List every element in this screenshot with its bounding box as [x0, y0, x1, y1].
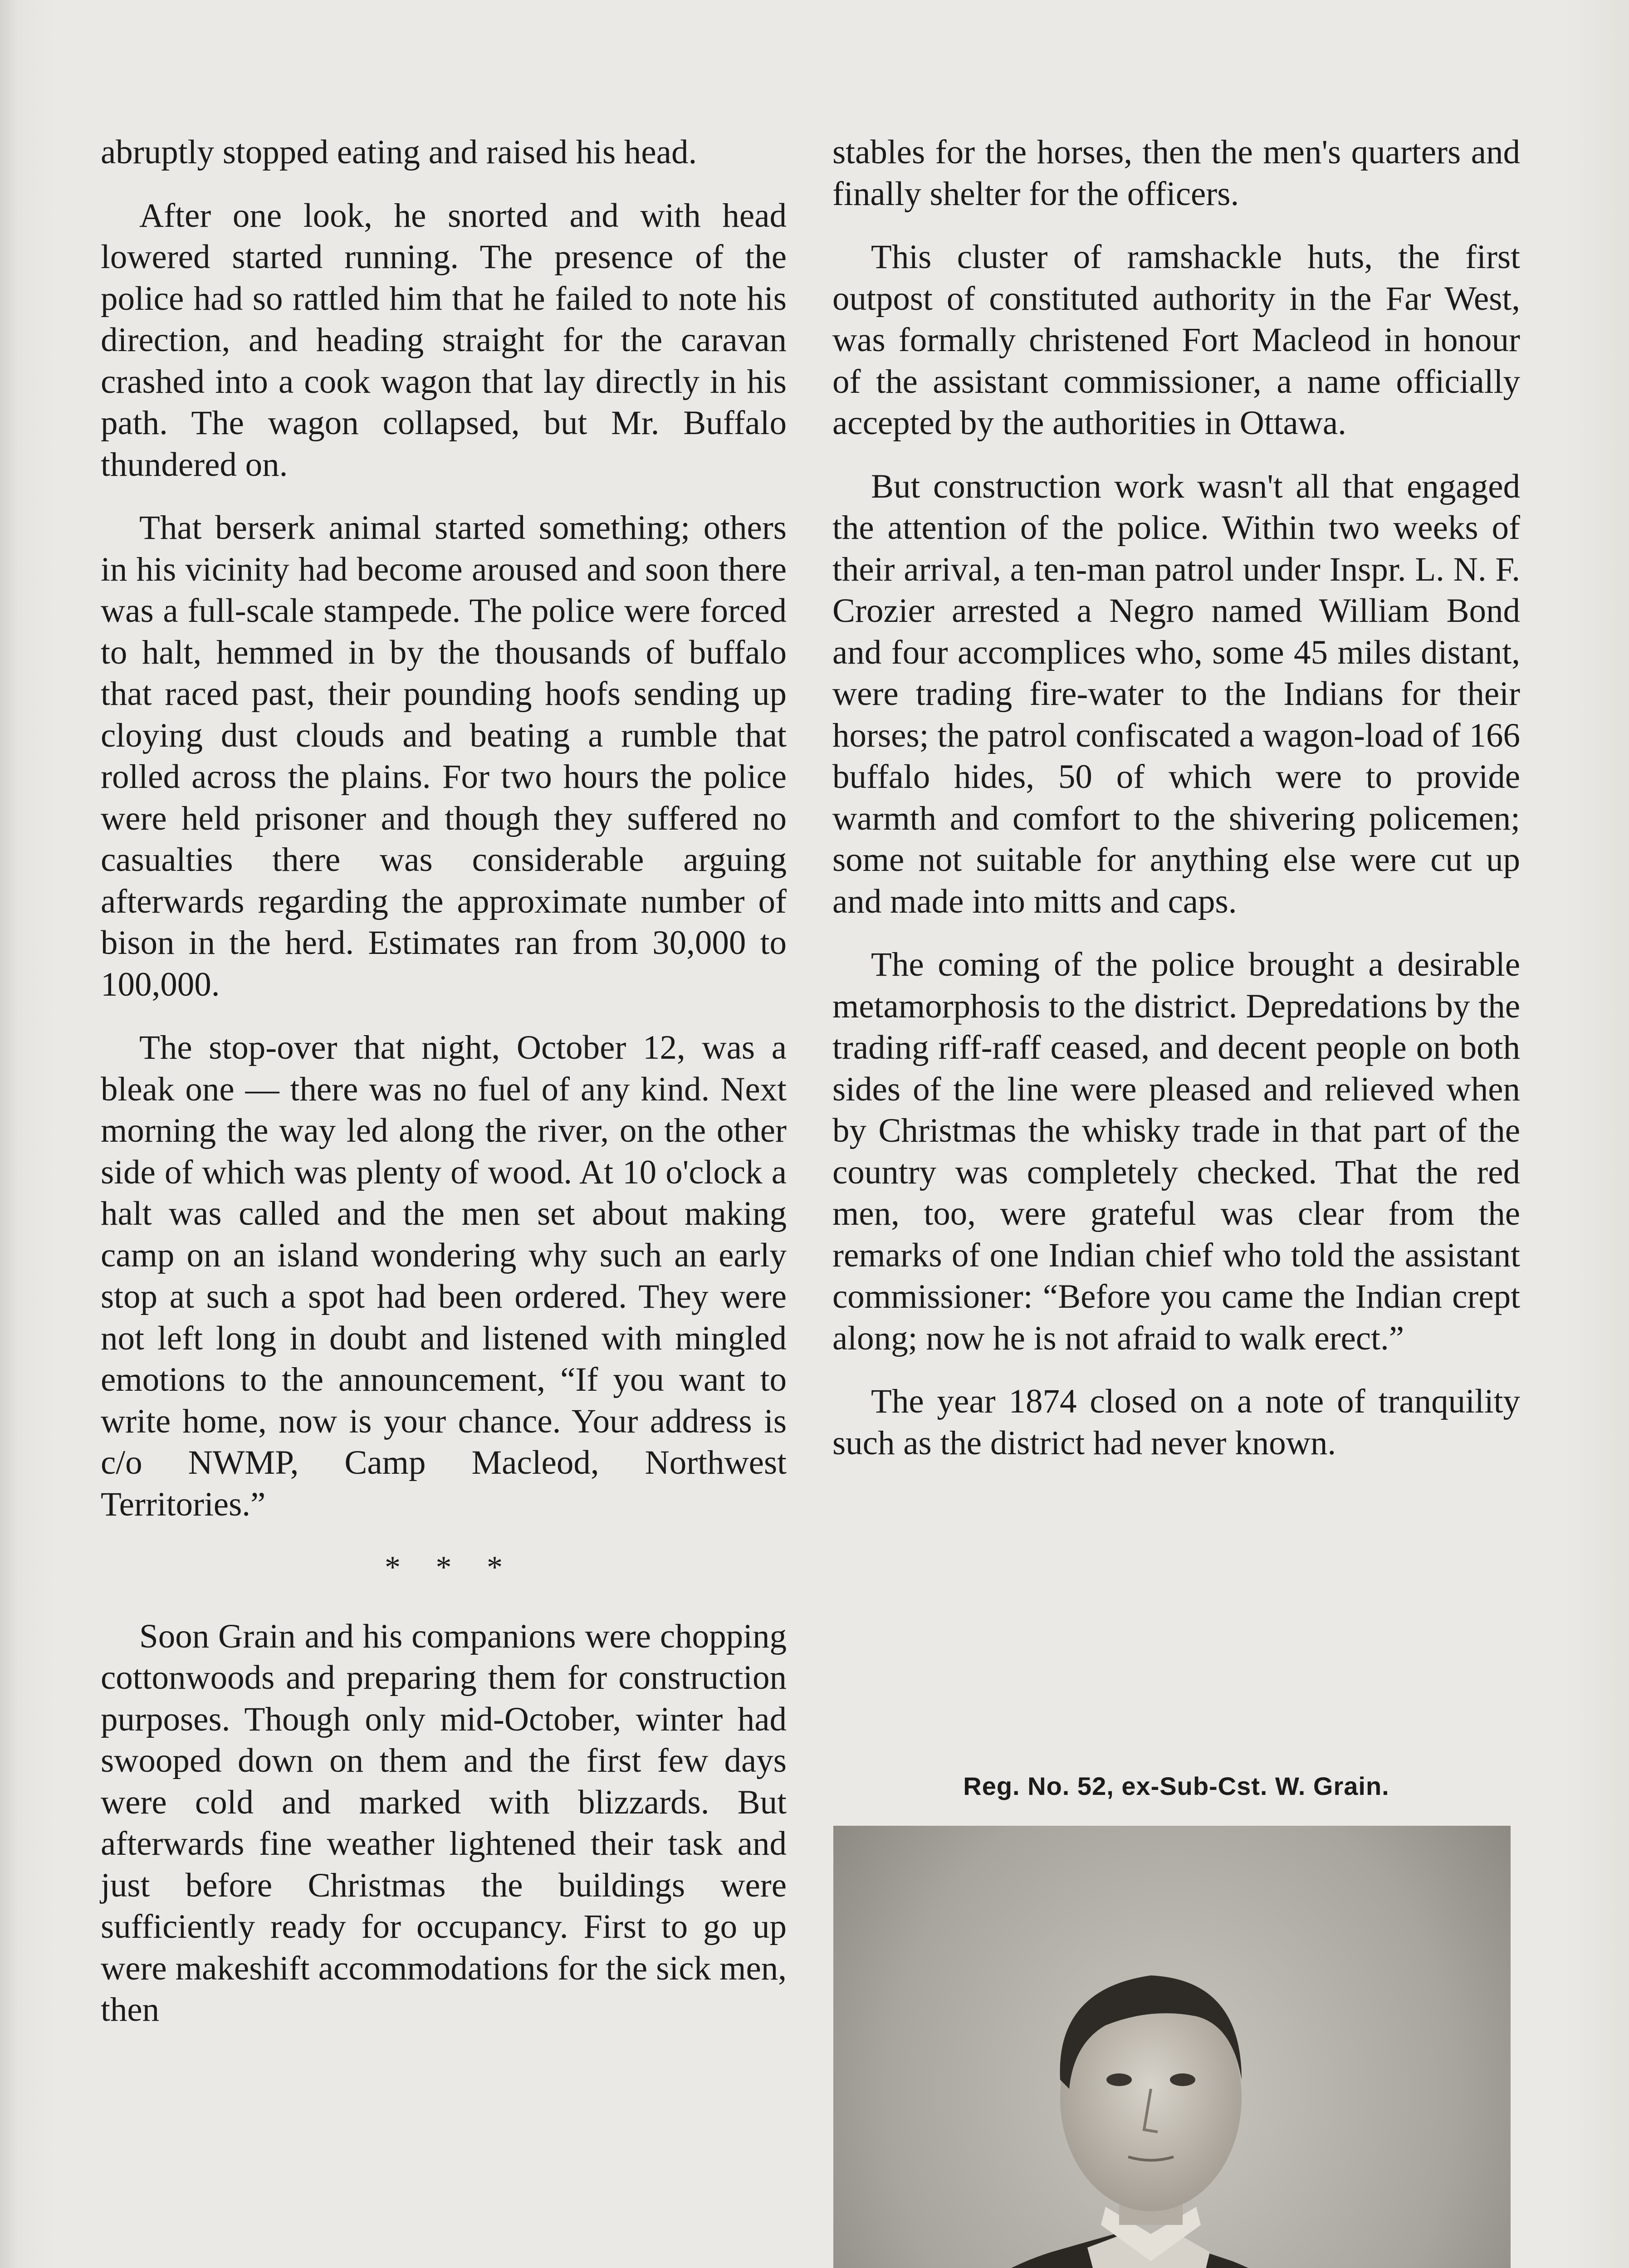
portrait-illustration	[833, 1826, 1511, 2268]
section-separator: * * *	[385, 1550, 503, 1585]
paragraph: This cluster of ramshackle huts, the first outpost of constituted authority in the Far West, was formally christened Fort Macleod in honour of the assistant commissioner, a name officially accepted by the authorities in Ottawa.	[832, 238, 1520, 442]
paragraph: The year 1874 closed on a note of tranquility such as the district had never known.	[832, 1383, 1520, 1462]
right-text-column	[832, 132, 1520, 1486]
photo-caption: Reg. No. 52, ex-Sub-Cst. W. Grain.	[963, 1772, 1389, 1800]
paragraph: Soon Grain and his companions were chopping cottonwoods and preparing them for construction purposes. Though only mid-October, winter had swooped down on them and the first few days were cold and marked with blizzards. But afterwards fine weather lightened their task and just before Christmas the buildings were sufficiently ready for occupancy. First to go up were makeshift accommodations for the sick men, then	[101, 1617, 787, 2028]
paragraph: abruptly stopped eating and raised his head.	[101, 133, 697, 171]
paragraph: After one look, he snorted and with head lowered started running. The presence of the police had so rattled him that he failed to note his direction, and heading straight for the caravan crashed into a cook wagon that lay directly in his path. The wagon collapsed, but Mr. Buffalo thundered on.	[101, 196, 787, 484]
paragraph: But construction work wasn't all that engaged the attention of the police. Within two weeks of their arrival, a ten-man patrol under Inspr. L. N. F. Crozier arrested a Negro named William Bond and four accomplices who, some 45 miles distant, were trading fire-water to the Indians for their horses; the patrol confiscated a wagon-load of 166 buffalo hides, 50 of which were to provide warmth and comfort to the shivering policemen; some not suitable for anything else were cut up and made into mitts and caps.	[832, 467, 1520, 920]
left-text-column	[101, 132, 787, 2053]
paragraph: The coming of the police brought a desirable metamorphosis to the district. Depredations by the trading riff-raff ceased, and decent people on both sides of the line were pleased and relieved when by Christmas the whisky trade in that part of the country was completely checked. That the red men, too, were grateful was clear from the remarks of one Indian chief who told the assistant commissioner: “Before you came the Indian crept along; now he is not afraid to walk erect.”	[832, 946, 1520, 1357]
paragraph: The stop-over that night, October 12, was a bleak one — there was no fuel of any kind. Next morning the way led along the river, on the other side of which was plenty of wood. At 10 o'clock a halt was called and the men set about making camp on an island wondering why such an early stop at such a spot had been ordered. They were not left long in doubt and listened with mingled emotions to the announcement, “If you want to write home, now is your chance. Your address is c/o NWMP, Camp Macleod, Northwest Territories.”	[101, 1029, 787, 1523]
portrait-photo	[833, 1826, 1511, 2268]
paragraph: That berserk animal started something; others in his vicinity had become aroused and soon there was a full-scale stampede. The police were forced to halt, hemmed in by the thousands of buffalo that raced past, their pounding hoofs sending up cloying dust clouds and beating a rumble that rolled across the plains. For two hours the police were held prisoner and though they suffered no casualties there was considerable arguing afterwards regarding the approximate number of bison in the herd. Estimates ran from 30,000 to 100,000.	[101, 509, 787, 1003]
paragraph: stables for the horses, then the men's quarters and finally shelter for the officers.	[832, 133, 1520, 213]
